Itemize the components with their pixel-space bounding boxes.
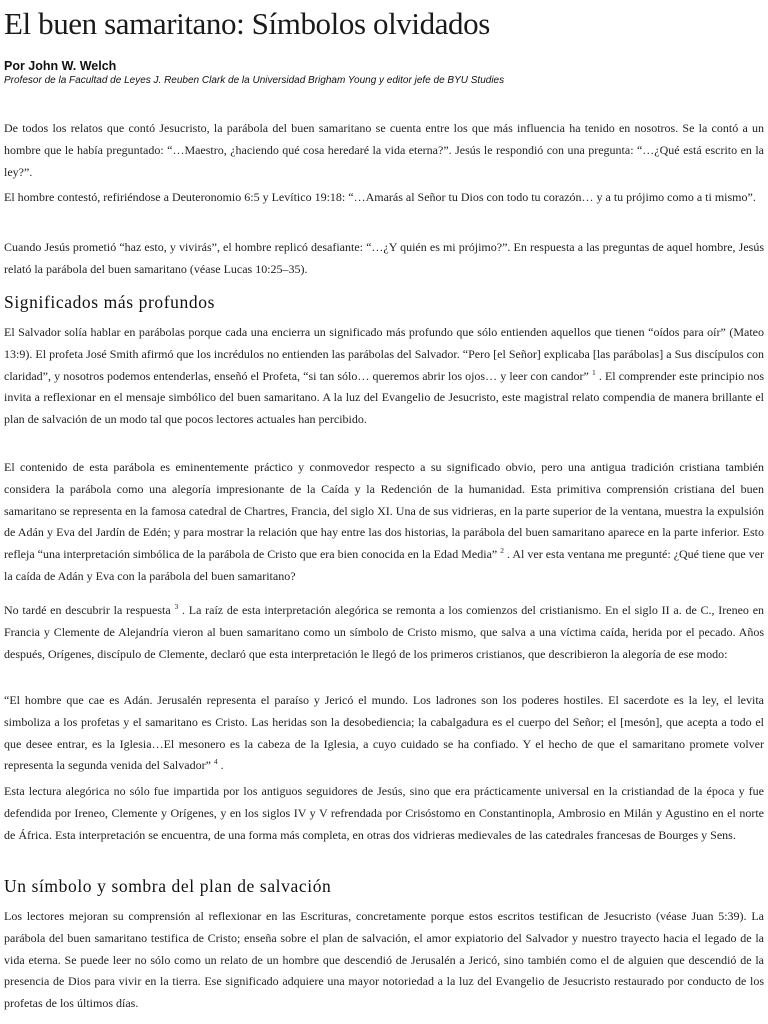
paragraph-text: El Salvador solía hablar en parábolas porque cada una encierra un significado más profundo que sólo entienden aquellos que tienen “oídos para oír” (Mateo 13:9). El profeta José Smith afirmó que los incrédulos no entienden las parábolas del Salvador. “Pero [el Señor] explicaba [las parábolas] a Sus discípulos con claridad”, y nosotros podemos entenderlas, enseñó el Profeta, “si tan sólo… queremos abrir los ojos… y leer con candor”	[4, 325, 764, 383]
footnote-ref-1[interactable]: 1	[591, 367, 596, 377]
section1-paragraph-5: Esta lectura alegórica no sólo fue impartida por los antiguos seguidores de Jesús, sino que era prácticamente universal en la cristiandad de la época y fue defendida por Ireneo, Clemente y Orígenes, y en los siglos IV y V refrendada por Crisóstomo en Constantinopla, Ambrosio en Milán y Agustino en el norte de África. Esta interpretación se encuentra, de una forma más completa, en otras dos vidrieras medievales de las catedrales francesas de Bourges y Sens.	[4, 784, 764, 842]
paragraph-text: .	[220, 758, 224, 773]
intro-paragraph-3: Cuando Jesús prometió “haz esto, y vivirás”, el hombre replicó desafiante: “…¿Y quién es mi prójimo?”. En respuesta a las preguntas de aquel hombre, Jesús relató la parábola del buen samaritano (véase Lucas 10:25–35).	[4, 240, 764, 276]
paragraph-text: “El hombre que cae es Adán. Jerusalén representa el paraíso y Jericó el mundo. Los ladrones son los poderes hostiles. El sacerdote es la ley, el levita simboliza a los profetas y el samaritano es Cristo. Las heridas son la desobediencia; la cabalgadura es el cuerpo del Señor; el [mesón], que acepta a todo el que desee entrar, es la Iglesia…El mesonero es la cabeza de la Iglesia, a cuyo cuidado se ha confiado. Y el hecho de que el samaritano promete volver representa la segunda venida del Salvador”	[4, 693, 764, 773]
paragraph-text: No tardé en descubrir la respuesta	[4, 603, 171, 617]
section-heading-2: Un símbolo y sombra del plan de salvación	[4, 876, 332, 896]
footnote-ref-2[interactable]: 2	[500, 546, 505, 556]
paragraph-text: . La raíz de esta interpretación alegórica se remonta a los comienzos del cristianismo. En el siglo II a. de C., Ireneo en Francia y Clemente de Alejandría vieron al buen samaritano como un símbolo de Cristo mismo, que salva a una víctima caída, herida por el pecado. Años después, Orígenes, discípulo de Clemente, declaró que esta interpretación le llegó de los primeros cristianos, que describieron la alegoría de ese modo:	[4, 603, 765, 661]
paragraph-text: . El comprender este principio nos invita a reflexionar en el mensaje simbólico del buen samaritano. A la luz del Evangelio de Jesucristo, este magistral relato compendia de manera brillante el plan de salvación de un modo tal que pocos lectores actuales han percibido.	[4, 368, 765, 427]
footnote-ref-3[interactable]: 3	[174, 602, 179, 611]
section1-quote-paragraph	[4, 690, 764, 777]
article-title: El buen samaritano: Símbolos olvidados	[4, 6, 490, 41]
intro-paragraph-2: El hombre contestó, refiriéndose a Deuteronomio 6:5 y Levítico 19:18: “…Amarás al Señor tu Dios con todo tu corazón… y a tu prójimo como a ti mismo”.	[4, 190, 756, 204]
paragraph-text: . Al ver esta ventana me pregunté: ¿Qué tiene que ver la caída de Adán y Eva con la parábola del buen samaritano?	[4, 547, 765, 583]
section1-paragraph-2	[4, 457, 764, 588]
intro-paragraph-1: De todos los relatos que contó Jesucristo, la parábola del buen samaritano se cuenta entre los que más influencia ha tenido en nosotros. Se la contó a un hombre que le había preguntado: “…Maestro, ¿haciendo qué cosa heredaré la vida eterna?”. Jesús le respondió con una pregunta: “…¿Qué está escrito en la ley?”.	[4, 121, 764, 179]
section-heading-1: Significados más profundos	[4, 292, 215, 312]
paragraph-text: El contenido de esta parábola es eminentemente práctico y conmovedor respecto a su significado obvio, pero una antigua tradición cristiana también considera la parábola como una alegoría impresionante de la Caída y la Redención de la humanidad. Esta primitiva comprensión cristiana del buen samaritano se representa en la famosa catedral de Chartres, Francia, del siglo XI. Una de sus vidrieras, en la parte superior de la ventana, muestra la expulsión de Adán y Eva del Jardín de Edén; y para mostrar la relación que hay entre las dos historias, la parábola del buen samaritano aparece en la parte inferior. Esto refleja “una interpretación simbólica de la parábola de Cristo que era bien conocida en la Edad Media”	[4, 460, 764, 562]
section1-paragraph-1	[4, 322, 764, 431]
author-byline: Por John W. Welch	[4, 59, 117, 73]
section1-paragraph-3	[4, 600, 764, 665]
footnote-ref-4[interactable]: 4	[213, 757, 218, 767]
section2-paragraph-1: Los lectores mejoran su comprensión al reflexionar en las Escrituras, concretamente porque estos escritos testifican de Jesucristo (véase Juan 5:39). La parábola del buen samaritano testifica de Cristo; enseña sobre el plan de salvación, el amor expiatorio del Salvador y nuestro trayecto hacia el legado de la vida eterna. Se puede leer no sólo como un relato de un hombre que descendió de Jerusalén a Jericó, sino también como el de alguien que descendió de la presencia de Dios para vivir en la tierra. Ese significado adquiere una mayor notoriedad a la luz del Evangelio de Jesucristo restaurado por conducto de los profetas de los últimos días.	[4, 909, 764, 1011]
author-affiliation: Profesor de la Facultad de Leyes J. Reuben Clark de la Universidad Brigham Young y editor jefe de BYU Studies	[4, 75, 505, 86]
